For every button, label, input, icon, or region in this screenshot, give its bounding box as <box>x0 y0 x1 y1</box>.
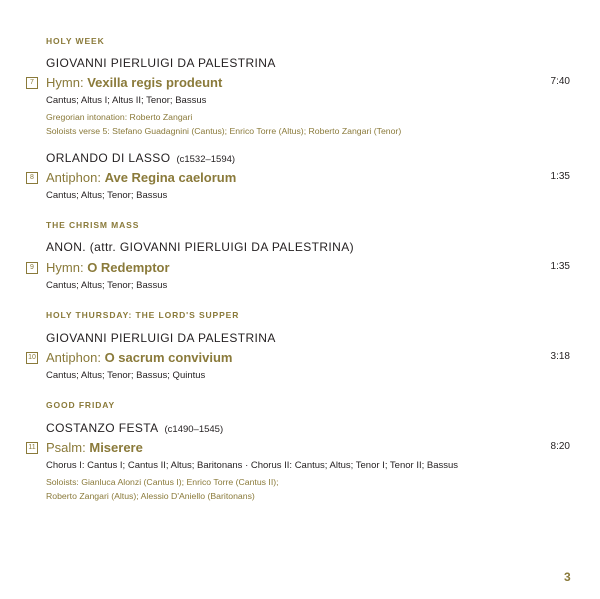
composer-festa <box>46 421 223 435</box>
section-heading-holy-week: HOLY WEEK <box>46 36 105 46</box>
composer-name: GIOVANNI PIERLUIGI DA PALESTRINA <box>46 331 276 345</box>
track-duration: 3:18 <box>550 351 570 362</box>
track-7 <box>26 75 574 91</box>
track-8 <box>26 170 574 186</box>
track-genre: Psalm: <box>46 440 86 455</box>
track-name: O sacrum convivium <box>104 350 233 365</box>
track-name: O Redemptor <box>87 260 170 275</box>
track-voices: Cantus; Altus; Tenor; Bassus; Quintus <box>46 370 206 381</box>
track-number-badge: 10 <box>26 352 38 364</box>
track-title <box>46 440 143 455</box>
track-note: Gregorian intonation: Roberto Zangari <box>46 112 193 122</box>
track-voices: Chorus I: Cantus I; Cantus II; Altus; Baritonans · Chorus II: Cantus; Altus; Tenor I; Tenor II; Bassus <box>46 460 459 471</box>
composer-name: ANON. (attr. GIOVANNI PIERLUIGI DA PALESTRINA) <box>46 240 355 254</box>
track-number-badge: 11 <box>26 442 38 454</box>
composer-dates: (c1490–1545) <box>164 424 224 435</box>
track-number-badge: 7 <box>26 77 38 89</box>
composer-lasso <box>46 151 235 165</box>
track-genre: Antiphon: <box>46 170 101 185</box>
track-genre: Hymn: <box>46 260 84 275</box>
track-title <box>46 260 170 275</box>
track-title <box>46 75 222 90</box>
track-11 <box>26 440 574 456</box>
section-heading-chrism-mass: THE CHRISM MASS <box>46 220 140 230</box>
composer-dates: (c1532–1594) <box>176 154 236 165</box>
track-10 <box>26 350 574 366</box>
track-title <box>46 350 232 365</box>
track-number-badge: 8 <box>26 172 38 184</box>
composer-palestrina <box>46 331 276 345</box>
track-duration: 1:35 <box>550 261 570 272</box>
track-voices: Cantus; Altus I; Altus II; Tenor; Bassus <box>46 95 207 106</box>
composer-anon <box>46 240 354 254</box>
track-number-badge: 9 <box>26 262 38 274</box>
composer-name: ORLANDO DI LASSO <box>46 151 171 165</box>
composer-palestrina <box>46 56 276 70</box>
track-note: Soloists: Gianluca Alonzi (Cantus I); Enrico Torre (Cantus II); <box>46 477 279 487</box>
track-voices: Cantus; Altus; Tenor; Bassus <box>46 190 168 201</box>
track-title <box>46 170 236 185</box>
section-heading-holy-thursday: HOLY THURSDAY: THE LORD'S SUPPER <box>46 310 240 320</box>
track-duration: 8:20 <box>550 441 570 452</box>
track-duration: 1:35 <box>550 171 570 182</box>
track-9 <box>26 260 574 276</box>
composer-name: GIOVANNI PIERLUIGI DA PALESTRINA <box>46 56 276 70</box>
page-number: 3 <box>564 570 571 584</box>
track-name: Vexilla regis prodeunt <box>87 75 223 90</box>
track-duration: 7:40 <box>550 76 570 87</box>
track-name: Ave Regina caelorum <box>104 170 237 185</box>
track-name: Miserere <box>89 440 143 455</box>
section-heading-good-friday: GOOD FRIDAY <box>46 400 116 410</box>
track-note: Soloists verse 5: Stefano Guadagnini (Cantus); Enrico Torre (Altus); Roberto Zangari (Tenor) <box>46 126 402 136</box>
track-voices: Cantus; Altus; Tenor; Bassus <box>46 280 168 291</box>
composer-name: COSTANZO FESTA <box>46 421 159 435</box>
track-genre: Antiphon: <box>46 350 101 365</box>
track-note: Roberto Zangari (Altus); Alessio D'Aniello (Baritonans) <box>46 491 255 501</box>
track-genre: Hymn: <box>46 75 84 90</box>
